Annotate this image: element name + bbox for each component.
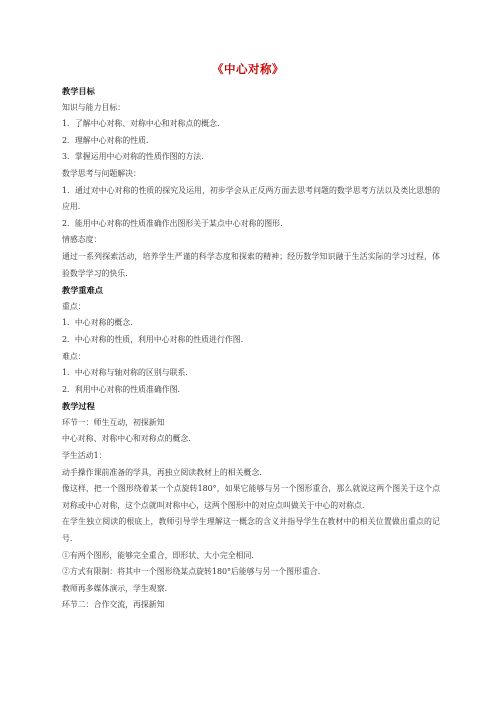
paragraph-line: 教师再多媒体演示，学生观察. [62,583,168,593]
list-item: 3．掌握运用中心对称的性质作图的方法. [62,152,204,162]
paragraph: 在学生独立阅读的根底上，教师引导学生理解这一概念的含义并指导学生在教材中的相关位置做出重点的记号. [62,517,440,544]
paragraph-line: 中心对称、对称中心和对称点的概念. [62,434,191,444]
section-heading-objectives: 教学目标 [62,86,95,96]
paragraph: 像这样，把一个图形绕着某一个点旋转180°，如果它能够与另一个图形重合，那么就说这两个图关于这个点对称或中心对称，这个点就叫对称中心，这两个图形中的对应点叫做关于中心的对称点. [62,484,440,510]
subheading-attitude: 情感态度： [62,235,102,245]
paragraph-line: 动手操作课前准备的学具，再独立阅读教材上的相关概念. [62,467,262,477]
subheading-difficulty: 难点： [62,351,86,361]
list-item: ①有两个图形，能够完全重合，即形状、大小完全相同. [62,550,254,560]
paragraph: 1．通过对中心对称的性质的探究及运用，初步学会从正反两方面去思考问题的数学思考方法以及类比思想的应用. [62,185,440,212]
subheading-key: 重点： [62,301,86,311]
stage-title: 环节一：师生互动，初探新知 [62,417,165,427]
subheading-math-thinking: 数学思考与问题解决： [62,168,141,178]
list-item: 1．中心对称与轴对称的区别与联系. [62,368,188,378]
list-item: ②方式有限制：将其中一个图形绕某点旋转180°后能够与另一个图形重合. [62,567,321,577]
list-item: 2．利用中心对称的性质准确作图. [62,384,180,394]
subheading-knowledge-ability: 知识与能力目标： [62,102,126,112]
document-title: 《中心对称》 [212,62,284,76]
document-body [62,83,440,614]
list-item: 2．中心对称的性质，利用中心对称的性质进行作图. [62,334,244,344]
list-item: 1．了解中心对称、对称中心和对称点的概念. [62,119,220,129]
paragraph: 通过一系列探索活动，培养学生严谨的科学态度和探索的精神；经历数学知识融于生活实际的学习过程，体验数学学习的快乐. [62,251,440,278]
activity-title: 学生活动1： [62,451,107,461]
stage-title: 环节二：合作交流，再探新知 [62,600,165,610]
list-item: 2．理解中心对称的性质. [62,135,149,145]
section-heading-key-points: 教学重难点 [62,285,103,296]
list-item: 2．能用中心对称的性质准确作出图形关于某点中心对称的图形. [62,218,283,228]
section-heading-process: 教学过程 [62,401,95,412]
list-item: 1．中心对称的概念. [62,318,133,328]
